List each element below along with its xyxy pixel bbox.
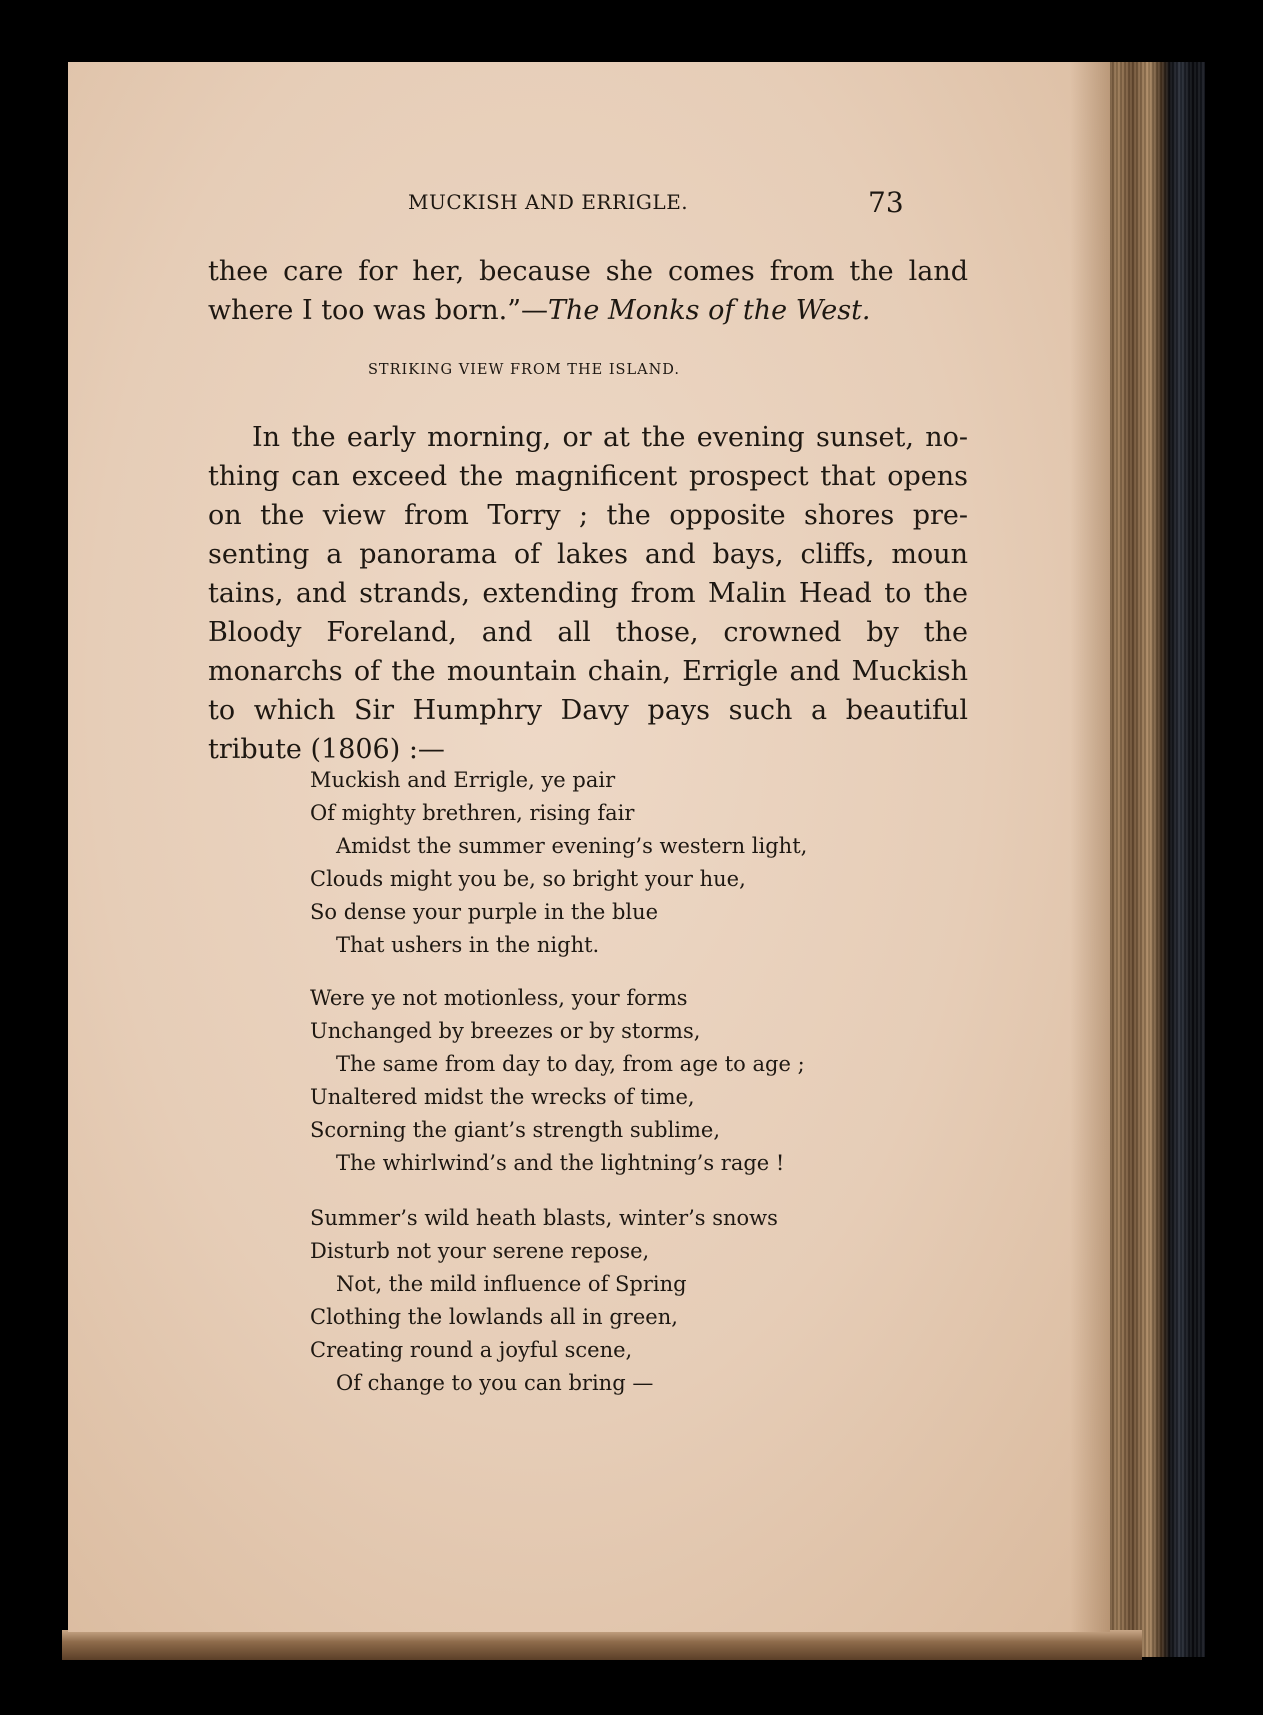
citation: The Monks of the West. — [548, 295, 871, 326]
poem-line: The same from day to day, from age to age ; — [336, 1052, 805, 1076]
text-line: thing can exceed the magnificent prospect that opens — [208, 461, 968, 492]
poem-line: The whirlwind’s and the lightning’s rage ! — [336, 1151, 785, 1175]
poem-line: Clothing the lowlands all in green, — [310, 1305, 678, 1329]
poem-line: Summer’s wild heath blasts, winter’s snows — [310, 1206, 778, 1230]
book-bottom-edge — [62, 1630, 1142, 1660]
text-line: Bloody Foreland, and all those, crowned by the — [208, 617, 968, 648]
poem-line: Muckish and Errigle, ye pair — [310, 768, 616, 792]
poem-line: Were ye not motionless, your forms — [310, 986, 688, 1010]
poem-line: Of mighty brethren, rising fair — [310, 801, 635, 825]
poem-stanza — [310, 982, 1010, 1180]
poem-line: Disturb not your serene repose, — [310, 1239, 650, 1263]
poem-line: Creating round a joyful scene, — [310, 1338, 633, 1362]
poem-line: Unchanged by breezes or by storms, — [310, 1019, 701, 1043]
main-paragraph — [208, 418, 968, 769]
section-heading: STRIKING VIEW FROM THE ISLAND. — [368, 362, 680, 378]
poem-line: Unaltered midst the wrecks of time, — [310, 1085, 695, 1109]
text-line: monarchs of the mountain chain, Errigle and Muckish — [208, 656, 968, 687]
text-line: thee care for her, because she comes from the land — [208, 256, 968, 287]
running-head: MUCKISH AND ERRIGLE. — [408, 190, 689, 214]
poem-line: So dense your purple in the blue — [310, 900, 659, 924]
text-fragment: where I too was born.”— — [208, 295, 549, 326]
text-line: In the early morning, or at the evening sunset, no- — [252, 422, 968, 453]
poem-line: Scorning the giant’s strength sublime, — [310, 1118, 721, 1142]
page-number: 73 — [868, 186, 904, 219]
poem-stanza — [310, 764, 1010, 962]
text-line: to which Sir Humphry Davy pays such a beautiful — [208, 695, 968, 726]
poem-line: Clouds might you be, so bright your hue, — [310, 867, 746, 891]
text-line: on the view from Torry ; the opposite shores pre- — [208, 500, 968, 531]
poem-stanza — [310, 1202, 1010, 1400]
continuation-paragraph — [208, 252, 968, 330]
text-line: senting a panorama of lakes and bays, cliffs, moun — [208, 539, 968, 570]
poem-line: That ushers in the night. — [336, 933, 600, 957]
text-line: tains, and strands, extending from Malin Head to the — [208, 578, 968, 609]
book-page — [68, 62, 1110, 1632]
text-line: tribute (1806) :— — [208, 734, 445, 765]
poem-line: Of change to you can bring — — [336, 1371, 654, 1395]
poem-line: Amidst the summer evening’s western light, — [336, 834, 808, 858]
poem-line: Not, the mild influence of Spring — [336, 1272, 687, 1296]
text-line — [208, 291, 968, 330]
